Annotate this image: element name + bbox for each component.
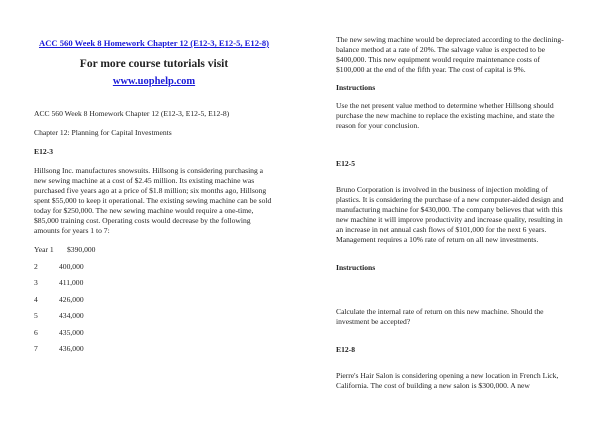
amount-row xyxy=(34,295,274,312)
e12-5-heading: E12-5 xyxy=(336,159,355,168)
year-label: 2 xyxy=(34,261,38,271)
instructions-text: Use the net present value method to determine whether Hillsong should purchase the new machine to replace the existing machine, and state the reason for your conclusion. xyxy=(336,101,555,130)
amount-value: 400,000 xyxy=(59,261,84,271)
promo-text: For more course tutorials visit xyxy=(79,58,229,70)
depreciation-text: The new sewing machine would be depreciated according to the declining-balance method at a rate of 20%. The salvage value is expected to be $400,000. This new equipment would require maintenance costs of $100,000 at the end of the fifth year. The cost of capital is 9%. xyxy=(336,35,564,74)
amount-value: 435,000 xyxy=(59,327,84,337)
year-label: Year 1 xyxy=(34,245,54,254)
amount-row xyxy=(34,245,274,262)
e12-3-text: Hillsong Inc. manufactures snowsuits. Hillsong is considering purchasing a new sewing machine at a cost of $2.45 million. Its existing machine was purchased five years ago at a price of $1.8 million; six months ago, Hillsong spent $55,000 to keep it operational. The existing sewing machine can be sold today for $250,000. The new sewing machine would require a one-time, $85,000 training cost. Operating costs would decrease by the following amounts for years 1 to 7: xyxy=(34,166,272,235)
e12-8-heading: E12-8 xyxy=(336,345,355,354)
left-page xyxy=(34,0,274,424)
document-subtitle: ACC 560 Week 8 Homework Chapter 12 (E12-3, E12-5, E12-8) xyxy=(34,109,230,118)
amount-row xyxy=(34,311,274,328)
amount-row xyxy=(34,344,274,361)
year-label: 6 xyxy=(34,327,38,337)
site-link[interactable]: www.uophelp.com xyxy=(112,76,196,87)
amount-value: $390,000 xyxy=(67,245,96,254)
year-label: 5 xyxy=(34,311,38,320)
operating-cost-list xyxy=(34,245,274,361)
year-label: 7 xyxy=(34,344,38,353)
chapter-title: Chapter 12: Planning for Capital Investments xyxy=(34,128,172,137)
right-page xyxy=(336,0,568,424)
instructions-text: Calculate the internal rate of return on this new machine. Should the investment be accepted? xyxy=(336,307,544,326)
e12-8-text: Pierre's Hair Salon is considering opening a new location in French Lick, California. The cost of building a new salon is $300,000. A new xyxy=(336,371,559,390)
amount-value: 426,000 xyxy=(59,294,84,304)
amount-value: 411,000 xyxy=(59,278,84,287)
year-label: 3 xyxy=(34,278,38,287)
e12-5-text: Bruno Corporation is involved in the business of injection molding of plastics. It is considering the purchase of a new computer-aided design and manufacturing machine for $430,000. The company believes that with this new machine it will improve productivity and increase quality, resulting in an increase in net annual cash flows of $101,000 for the next 6 years. Management requires a 10% rate of return on all new investments. xyxy=(336,185,564,244)
amount-row xyxy=(34,328,274,345)
amount-row xyxy=(34,262,274,279)
year-label: 4 xyxy=(34,294,38,304)
e12-3-heading: E12-3 xyxy=(34,147,53,156)
instructions-heading: Instructions xyxy=(336,263,376,272)
instructions-heading: Instructions xyxy=(336,83,376,92)
title-link[interactable]: ACC 560 Week 8 Homework Chapter 12 (E12-3, E12-5, E12-8) xyxy=(38,38,270,48)
amount-row xyxy=(34,278,274,295)
amount-value: 436,000 xyxy=(59,344,84,353)
amount-value: 434,000 xyxy=(59,311,84,320)
